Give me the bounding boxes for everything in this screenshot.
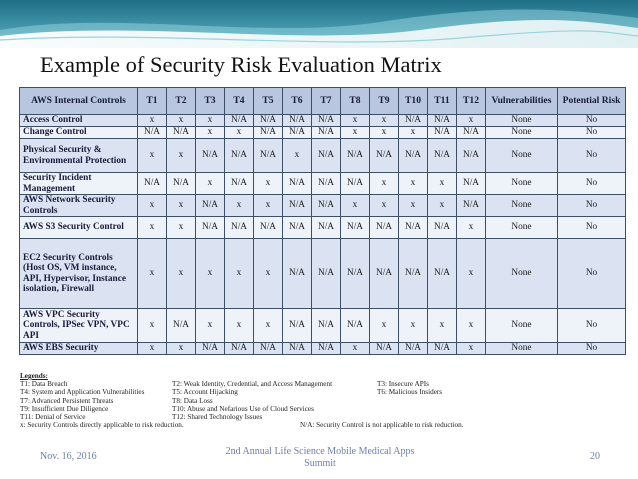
threat-cell: x <box>196 309 225 343</box>
control-name-cell: AWS VPC Security Controls, IPSec VPN, VPC API <box>20 309 138 343</box>
table-header-row <box>20 88 626 115</box>
column-header: Potential Risk <box>558 88 626 115</box>
threat-cell: N/A <box>312 195 341 217</box>
threat-cell: N/A <box>457 173 486 195</box>
legend-item: T6: Malicious Insiders <box>377 388 443 397</box>
threat-cell: N/A <box>428 127 457 139</box>
slide-title: Example of Security Risk Evaluation Matrix <box>40 52 442 77</box>
threat-cell: N/A <box>167 309 196 343</box>
threat-cell: N/A <box>283 173 312 195</box>
threat-cell: x <box>138 217 167 239</box>
threat-cell: N/A <box>428 217 457 239</box>
vulnerabilities-cell: None <box>486 127 558 139</box>
threat-cell: x <box>428 173 457 195</box>
threat-cell: N/A <box>254 343 283 355</box>
column-header: T11 <box>428 88 457 115</box>
column-header: T7 <box>312 88 341 115</box>
threat-cell: N/A <box>341 173 370 195</box>
threat-cell: N/A <box>341 309 370 343</box>
threat-cell: x <box>399 173 428 195</box>
potential-risk-cell: No <box>558 127 626 139</box>
control-name-cell: EC2 Security Controls (Host OS, VM instance, API, Hypervisor, Instance isolation, Firewall <box>20 239 138 309</box>
risk-matrix-table <box>19 87 626 355</box>
threat-cell: N/A <box>225 115 254 127</box>
vulnerabilities-cell: None <box>486 173 558 195</box>
potential-risk-cell: No <box>558 139 626 173</box>
column-header: T9 <box>370 88 399 115</box>
threat-cell: x <box>341 127 370 139</box>
column-header: T4 <box>225 88 254 115</box>
threat-cell: N/A <box>196 217 225 239</box>
legend-item: T8: Data Loss <box>172 396 213 405</box>
threat-cell: N/A <box>283 309 312 343</box>
threat-cell: N/A <box>312 343 341 355</box>
threat-cell: N/A <box>167 173 196 195</box>
threat-cell: N/A <box>312 173 341 195</box>
threat-cell: N/A <box>312 217 341 239</box>
threat-cell: N/A <box>312 309 341 343</box>
threat-cell: x <box>457 115 486 127</box>
threat-cell: x <box>225 239 254 309</box>
vulnerabilities-cell: None <box>486 239 558 309</box>
vulnerabilities-cell: None <box>486 309 558 343</box>
threat-cell: N/A <box>312 115 341 127</box>
threat-cell: x <box>225 309 254 343</box>
threat-cell: x <box>167 195 196 217</box>
threat-cell: x <box>138 343 167 355</box>
threat-cell: N/A <box>428 139 457 173</box>
threat-cell: x <box>457 239 486 309</box>
legend-row <box>20 380 620 388</box>
control-name-cell: Access Control <box>20 115 138 127</box>
threat-cell: x <box>167 115 196 127</box>
control-name-cell: Physical Security & Environmental Protection <box>20 139 138 173</box>
control-name-cell: Security Incident Management <box>20 173 138 195</box>
threat-cell: N/A <box>341 217 370 239</box>
threat-cell: x <box>341 195 370 217</box>
vulnerabilities-cell: None <box>486 139 558 173</box>
threat-cell: N/A <box>312 239 341 309</box>
threat-cell: x <box>138 239 167 309</box>
threat-cell: N/A <box>196 195 225 217</box>
potential-risk-cell: No <box>558 239 626 309</box>
potential-risk-cell: No <box>558 115 626 127</box>
threat-cell: x <box>341 343 370 355</box>
vulnerabilities-cell: None <box>486 115 558 127</box>
legend-item: T3: Insecure APIs <box>377 380 429 389</box>
threat-cell: x <box>196 173 225 195</box>
threat-cell: N/A <box>254 127 283 139</box>
control-name-cell: AWS EBS Security <box>20 343 138 355</box>
slide-footer <box>0 445 638 479</box>
threat-cell: N/A <box>341 139 370 173</box>
threat-cell: x <box>254 195 283 217</box>
threat-cell: N/A <box>254 115 283 127</box>
threat-cell: x <box>254 239 283 309</box>
banner-graphic <box>0 0 638 48</box>
threat-cell: x <box>428 309 457 343</box>
column-header: T3 <box>196 88 225 115</box>
threat-cell: x <box>138 115 167 127</box>
legend-row <box>20 413 620 421</box>
table-row <box>20 239 626 309</box>
legend-x-note: x: Security Controls directly applicable to risk reduction. <box>20 421 184 430</box>
table-row <box>20 195 626 217</box>
threat-cell: x <box>138 195 167 217</box>
table-row <box>20 343 626 355</box>
threat-cell: N/A <box>283 217 312 239</box>
threat-cell: N/A <box>428 115 457 127</box>
table-row <box>20 309 626 343</box>
table-row <box>20 127 626 139</box>
potential-risk-cell: No <box>558 343 626 355</box>
threat-cell: x <box>225 127 254 139</box>
potential-risk-cell: No <box>558 195 626 217</box>
control-name-cell: AWS S3 Security Control <box>20 217 138 239</box>
threat-cell: x <box>399 195 428 217</box>
threat-cell: N/A <box>341 239 370 309</box>
vulnerabilities-cell: None <box>486 343 558 355</box>
column-header: T6 <box>283 88 312 115</box>
threat-cell: x <box>399 127 428 139</box>
threat-cell: x <box>341 115 370 127</box>
column-header: T2 <box>167 88 196 115</box>
threat-cell: N/A <box>196 343 225 355</box>
threat-cell: x <box>370 309 399 343</box>
threat-cell: x <box>167 217 196 239</box>
threat-cell: N/A <box>225 343 254 355</box>
legend-item: T1: Data Breach <box>20 380 68 389</box>
threat-cell: N/A <box>457 127 486 139</box>
threat-cell: N/A <box>138 127 167 139</box>
threat-cell: x <box>457 343 486 355</box>
threat-cell: N/A <box>283 343 312 355</box>
column-header: T5 <box>254 88 283 115</box>
threat-cell: N/A <box>457 139 486 173</box>
threat-cell: x <box>167 139 196 173</box>
footer-event-name: 2nd Annual Life Science Mobile Medical Apps Summit <box>225 446 415 469</box>
threat-cell: N/A <box>225 217 254 239</box>
threat-cell: x <box>167 239 196 309</box>
threat-cell: x <box>370 115 399 127</box>
potential-risk-cell: No <box>558 309 626 343</box>
threat-cell: N/A <box>399 139 428 173</box>
legend-item: T11: Denial of Service <box>20 412 86 421</box>
threat-cell: N/A <box>225 139 254 173</box>
column-header: T10 <box>399 88 428 115</box>
legend-na-note: N/A: Security Control is not applicable to risk reduction. <box>300 421 464 430</box>
table-row <box>20 173 626 195</box>
threat-cell: N/A <box>399 217 428 239</box>
column-header: T1 <box>138 88 167 115</box>
footer-date: Nov. 16, 2016 <box>40 451 97 462</box>
legend-item: T12: Shared Technology Issues <box>172 412 263 421</box>
legend-item: T9: Insufficient Due Diligence <box>20 404 109 413</box>
threat-cell: N/A <box>312 127 341 139</box>
threat-cell: N/A <box>399 239 428 309</box>
threat-cell: x <box>283 139 312 173</box>
threat-cell: x <box>196 115 225 127</box>
vulnerabilities-cell: None <box>486 195 558 217</box>
threat-cell: N/A <box>370 239 399 309</box>
table-row <box>20 115 626 127</box>
threat-cell: N/A <box>399 343 428 355</box>
threat-cell: x <box>254 173 283 195</box>
threat-cell: N/A <box>196 139 225 173</box>
threat-cell: N/A <box>225 173 254 195</box>
legend-item: T7: Advanced Persistent Threats <box>20 396 114 405</box>
threat-cell: x <box>196 239 225 309</box>
table-body <box>20 115 626 355</box>
legend <box>20 372 620 444</box>
legend-item: T10: Abuse and Nefarious Use of Cloud Services <box>172 404 314 413</box>
threat-cell: N/A <box>283 239 312 309</box>
threat-cell: x <box>399 309 428 343</box>
threat-cell: N/A <box>312 139 341 173</box>
threat-cell: x <box>254 309 283 343</box>
threat-cell: x <box>138 309 167 343</box>
threat-cell: N/A <box>370 217 399 239</box>
legend-title: Legends: <box>20 372 48 380</box>
threat-cell: N/A <box>457 195 486 217</box>
threat-cell: N/A <box>254 217 283 239</box>
threat-cell: N/A <box>138 173 167 195</box>
threat-cell: N/A <box>283 195 312 217</box>
threat-cell: x <box>167 343 196 355</box>
column-header: Vulnerabilities <box>486 88 558 115</box>
column-header: T12 <box>457 88 486 115</box>
threat-cell: N/A <box>370 139 399 173</box>
column-header: AWS Internal Controls <box>20 88 138 115</box>
threat-cell: x <box>225 195 254 217</box>
potential-risk-cell: No <box>558 173 626 195</box>
legend-row <box>20 397 620 405</box>
threat-cell: N/A <box>370 343 399 355</box>
threat-cell: x <box>457 309 486 343</box>
threat-cell: N/A <box>399 115 428 127</box>
control-name-cell: AWS Network Security Controls <box>20 195 138 217</box>
table-row <box>20 139 626 173</box>
table-row <box>20 217 626 239</box>
legend-row <box>20 405 620 413</box>
header-banner <box>0 0 638 48</box>
control-name-cell: Change Control <box>20 127 138 139</box>
threat-cell: x <box>428 195 457 217</box>
column-header: T8 <box>341 88 370 115</box>
page-number: 20 <box>590 451 600 462</box>
threat-cell: N/A <box>283 127 312 139</box>
threat-cell: x <box>370 127 399 139</box>
vulnerabilities-cell: None <box>486 217 558 239</box>
threat-cell: N/A <box>428 239 457 309</box>
threat-cell: x <box>138 139 167 173</box>
legend-item: T4: System and Application Vulnerabilities <box>20 388 145 397</box>
threat-cell: N/A <box>254 139 283 173</box>
legend-item: T5: Account Hijacking <box>172 388 238 397</box>
legend-item: T2: Weak Identity, Credential, and Access Management <box>172 380 333 389</box>
legend-row <box>20 388 620 396</box>
threat-cell: N/A <box>283 115 312 127</box>
threat-cell: N/A <box>167 127 196 139</box>
threat-cell: N/A <box>428 343 457 355</box>
legend-row <box>20 421 620 429</box>
threat-cell: x <box>370 173 399 195</box>
threat-cell: x <box>196 127 225 139</box>
threat-cell: x <box>370 195 399 217</box>
threat-cell: x <box>457 217 486 239</box>
potential-risk-cell: No <box>558 217 626 239</box>
